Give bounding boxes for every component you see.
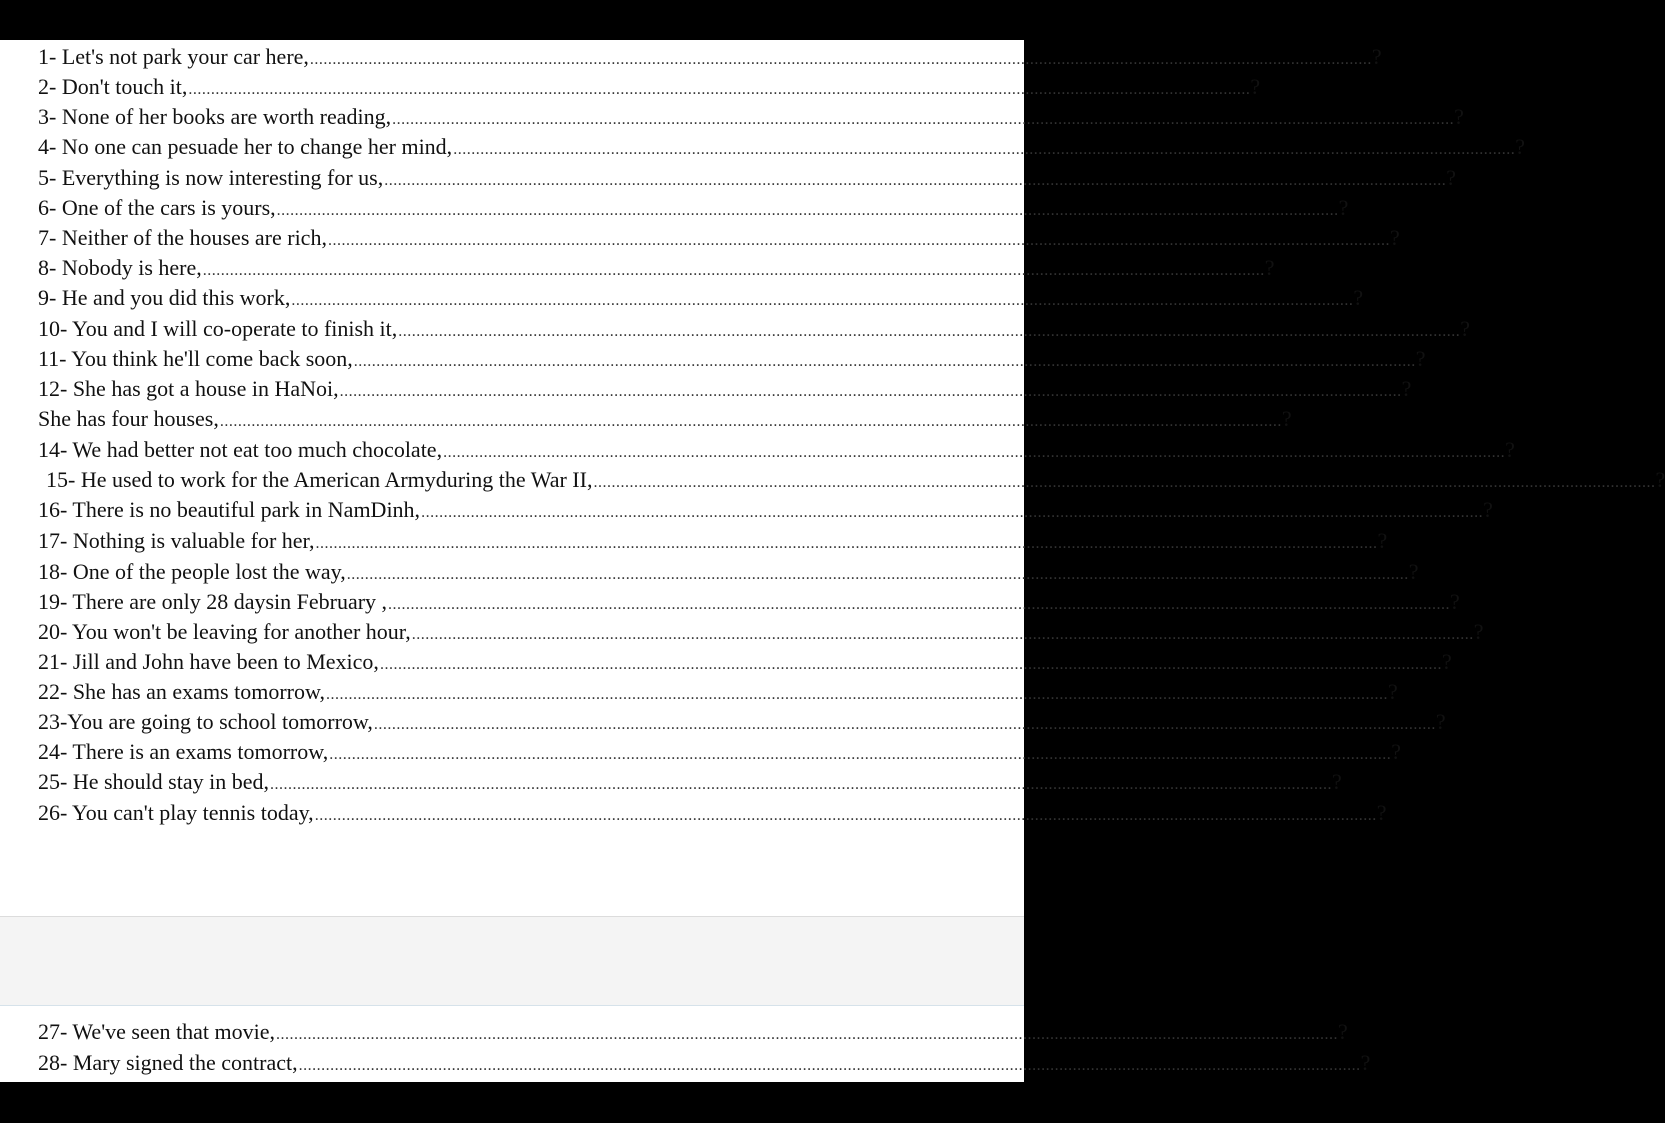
answer-blank: ............................................................................................................................................................................................................................................ — [202, 262, 1265, 279]
item-text: 19- There are only 28 daysin February , — [38, 589, 388, 614]
answer-blank: ............................................................................................................................................................................................................................................ — [314, 807, 1377, 824]
item-text: 8- Nobody is here, — [38, 255, 202, 280]
answer-blank: ............................................................................................................................................................................................................................................ — [388, 596, 1451, 613]
item-text: 14- We had better not eat too much chocolate, — [38, 437, 443, 462]
question-mark: ? — [1441, 649, 1452, 674]
question-mark: ? — [1655, 467, 1665, 492]
question-mark: ? — [1454, 104, 1464, 129]
exercise-item — [38, 1017, 1348, 1047]
answer-blank: ............................................................................................................................................................................................................................................ — [309, 51, 1372, 68]
answer-blank: ............................................................................................................................................................................................................................................ — [421, 504, 1484, 521]
question-mark: ? — [1281, 406, 1292, 431]
item-text: 24- There is an exams tomorrow, — [38, 739, 329, 764]
item-text: 26- You can't play tennis today, — [38, 800, 314, 825]
item-text: 16- There is no beautiful park in NamDinh, — [38, 497, 421, 522]
question-mark: ? — [1377, 528, 1388, 553]
item-text: 23-You are going to school tomorrow, — [38, 709, 373, 734]
bottom-black-bar — [0, 1082, 1024, 1123]
item-text: 15- He used to work for the American Armyduring the War II, — [46, 467, 593, 492]
item-text: She has four houses, — [38, 406, 219, 431]
answer-blank: ............................................................................................................................................................................................................................................ — [298, 1057, 1361, 1074]
exercise-item — [38, 677, 1398, 707]
question-mark: ? — [1435, 709, 1446, 734]
item-text: 6- One of the cars is yours, — [38, 195, 276, 220]
answer-blank: ............................................................................................................................................................................................................................................ — [346, 566, 1409, 583]
answer-blank: ............................................................................................................................................................................................................................................ — [453, 141, 1516, 158]
worksheet-page — [0, 40, 1665, 1082]
question-mark: ? — [1460, 316, 1471, 341]
exercise-item — [46, 465, 1665, 495]
answer-blank: ............................................................................................................................................................................................................................................ — [411, 626, 1474, 643]
exercise-item — [38, 344, 1426, 374]
question-mark: ? — [1360, 1050, 1371, 1075]
answer-blank: ............................................................................................................................................................................................................................................ — [291, 292, 1354, 309]
exercise-item — [38, 435, 1515, 465]
question-mark: ? — [1515, 134, 1525, 159]
answer-blank: ............................................................................................................................................................................................................................................ — [276, 202, 1339, 219]
exercise-item — [38, 374, 1412, 404]
answer-blank: ............................................................................................................................................................................................................................................ — [398, 323, 1461, 340]
item-text: 27- We've seen that movie, — [38, 1019, 275, 1044]
question-mark: ? — [1250, 74, 1261, 99]
answer-blank: ............................................................................................................................................................................................................................................ — [379, 656, 1442, 673]
question-mark: ? — [1415, 346, 1426, 371]
answer-blank: ............................................................................................................................................................................................................................................ — [325, 686, 1388, 703]
exercise-item — [38, 737, 1401, 767]
question-mark: ? — [1264, 255, 1275, 280]
answer-blank: ............................................................................................................................................................................................................................................ — [327, 232, 1390, 249]
exercise-item — [38, 72, 1261, 102]
item-text: 3- None of her books are worth reading, — [38, 104, 392, 129]
answer-blank: ............................................................................................................................................................................................................................................ — [276, 1026, 1338, 1043]
item-text: 21- Jill and John have been to Mexico, — [38, 649, 379, 674]
question-mark: ? — [1389, 225, 1400, 250]
question-mark: ? — [1401, 376, 1412, 401]
exercise-item — [38, 707, 1446, 737]
exercise-item — [38, 314, 1471, 344]
question-mark: ? — [1483, 497, 1493, 522]
exercise-item — [38, 647, 1452, 677]
answer-blank: ............................................................................................................................................................................................................................................ — [353, 353, 1416, 370]
exercise-item — [38, 798, 1387, 828]
page-break-band — [0, 916, 1024, 1006]
answer-blank: ............................................................................................................................................................................................................................................ — [593, 474, 1656, 491]
question-mark: ? — [1473, 619, 1484, 644]
question-mark: ? — [1376, 800, 1387, 825]
item-text: 5- Everything is now interesting for us, — [38, 165, 384, 190]
exercise-item — [38, 253, 1275, 283]
item-text: 12- She has got a house in HaNoi, — [38, 376, 339, 401]
item-text: 7- Neither of the houses are rich, — [38, 225, 327, 250]
question-mark: ? — [1446, 165, 1456, 190]
item-text: 22- She has an exams tomorrow, — [38, 679, 325, 704]
item-text: 28- Mary signed the contract, — [38, 1050, 298, 1075]
item-text: 11- You think he'll come back soon, — [38, 346, 353, 371]
answer-blank: ............................................................................................................................................................................................................................................ — [315, 535, 1378, 552]
question-mark: ? — [1371, 44, 1382, 69]
item-text: 4- No one can pesuade her to change her mind, — [38, 134, 453, 159]
exercise-item — [38, 557, 1419, 587]
exercise-item — [38, 283, 1364, 313]
exercise-item — [38, 404, 1292, 434]
exercise-item — [38, 617, 1484, 647]
answer-blank: ............................................................................................................................................................................................................................................ — [329, 746, 1392, 763]
question-mark: ? — [1391, 739, 1401, 764]
top-black-bar — [0, 0, 1024, 40]
exercise-item — [38, 102, 1464, 132]
item-text: 18- One of the people lost the way, — [38, 559, 346, 584]
question-mark: ? — [1353, 285, 1364, 310]
exercise-item — [38, 1048, 1371, 1078]
answer-blank: ............................................................................................................................................................................................................................................ — [443, 444, 1506, 461]
exercise-item — [38, 223, 1400, 253]
item-text: 2- Don't touch it, — [38, 74, 188, 99]
exercise-item — [38, 42, 1382, 72]
answer-blank: ............................................................................................................................................................................................................................................ — [269, 776, 1332, 793]
question-mark: ? — [1338, 195, 1349, 220]
answer-blank: ............................................................................................................................................................................................................................................ — [392, 111, 1455, 128]
answer-blank: ............................................................................................................................................................................................................................................ — [219, 413, 1282, 430]
exercise-item — [38, 767, 1342, 797]
item-text: 20- You won't be leaving for another hour, — [38, 619, 411, 644]
exercise-item — [38, 163, 1456, 193]
exercise-item — [38, 495, 1493, 525]
item-text: 10- You and I will co-operate to finish it, — [38, 316, 398, 341]
exercise-item — [38, 587, 1460, 617]
question-mark: ? — [1338, 1019, 1348, 1044]
answer-blank: ............................................................................................................................................................................................................................................ — [188, 81, 1251, 98]
question-mark: ? — [1387, 679, 1398, 704]
question-mark: ? — [1505, 437, 1515, 462]
exercise-item — [38, 526, 1388, 556]
question-mark: ? — [1450, 589, 1460, 614]
question-mark: ? — [1408, 559, 1419, 584]
answer-blank: ............................................................................................................................................................................................................................................ — [373, 716, 1436, 733]
item-text: 17- Nothing is valuable for her, — [38, 528, 315, 553]
answer-blank: ............................................................................................................................................................................................................................................ — [384, 172, 1447, 189]
exercise-item — [38, 132, 1525, 162]
answer-blank: ............................................................................................................................................................................................................................................ — [339, 383, 1402, 400]
item-text: 1- Let's not park your car here, — [38, 44, 309, 69]
question-mark: ? — [1331, 769, 1342, 794]
exercise-item — [38, 193, 1349, 223]
item-text: 25- He should stay in bed, — [38, 769, 269, 794]
item-text: 9- He and you did this work, — [38, 285, 291, 310]
